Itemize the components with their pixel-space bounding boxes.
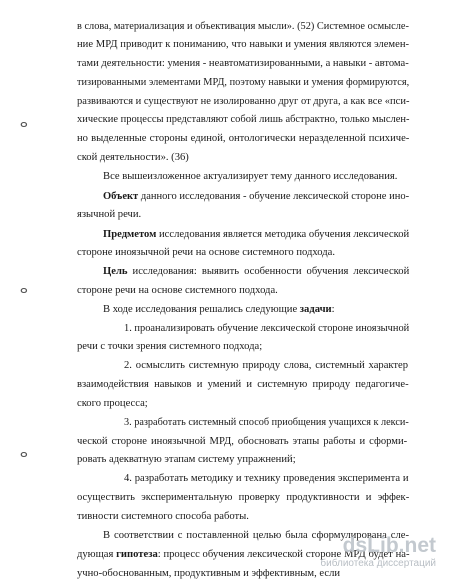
text-line: [77, 151, 189, 164]
text-line: [77, 76, 409, 89]
line-text: ние МРД приводит к пониманию, что навыки и умения являются элемен-: [77, 39, 410, 50]
line-text: но выделенные стороны единой, онтологически неразделенной психиче-: [77, 133, 410, 144]
text-line: [124, 472, 409, 485]
line-text: данного исследования - обучение лексической стороне ино-: [138, 191, 410, 202]
margin-mark: ⴰ: [20, 282, 28, 296]
line-text: осуществить экспериментальную проверку продуктивности и эффек-: [77, 492, 410, 503]
line-text: : процесс обучения лексической стороне МРД будет на-: [157, 549, 410, 560]
text-line: [77, 57, 409, 70]
line-text: учно-обоснованным, продуктивным и эффективным, если: [77, 568, 341, 579]
margin-mark: ⴰ: [20, 116, 28, 130]
text-line: [77, 95, 409, 108]
text-line: [77, 38, 409, 51]
line-text: 1. проанализировать обучение лексической стороне иноязычной: [124, 323, 410, 334]
line-text: в слова, материализация и объективация мысли». (52) Системное осмысле-: [77, 21, 409, 32]
bold-term: задачи: [299, 304, 332, 315]
line-text: тизированными элементами МРД, поэтому навыки и умения формируются,: [77, 77, 410, 88]
watermark-logo: dsLib.net: [342, 534, 436, 557]
line-text: ского процесса;: [77, 398, 148, 409]
line-text: речи с точки зрения системного подхода;: [77, 341, 263, 352]
line-text: стороне речи на основе системного подхода.: [77, 285, 278, 296]
margin-mark: ⴰ: [20, 446, 28, 460]
text-line: [77, 132, 409, 145]
line-text: 3. разработать системный способ приобщения учащихся к лекси-: [124, 417, 409, 428]
text-line: [77, 510, 249, 523]
text-line: [77, 20, 409, 33]
text-line: [77, 246, 335, 259]
line-text: стороне иноязычной речи на основе системного подхода.: [77, 247, 336, 258]
text-line: [77, 435, 407, 448]
line-text: исследования является методика обучения лексической: [156, 229, 410, 240]
line-text: развиваются и существуют не изолированно друг от друга, а как все «пси-: [77, 96, 410, 107]
text-line: [124, 416, 409, 429]
line-text: В соответствии с поставленной целью была сформулирована сле-: [103, 530, 409, 541]
line-text: хические процессы представляют собой лишь абстрактно, только мыслен-: [77, 114, 410, 125]
line-text: :: [331, 304, 335, 315]
line-text: дующая: [77, 549, 117, 560]
text-line: [77, 453, 296, 466]
line-text: В ходе исследования решались следующие: [103, 304, 300, 315]
line-text: Все вышеизложенное актуализирует тему данного исследования.: [103, 171, 398, 182]
line-text: тами деятельности: умения - неавтоматизированными, а навыки - автома-: [77, 58, 409, 69]
line-text: 2. осмыслить системную природу слова, системный характер: [124, 360, 409, 371]
text-line: [77, 113, 409, 126]
line-text: исследования: выявить особенности обучения лексической: [127, 266, 410, 277]
line-text: язычной речи.: [77, 209, 142, 220]
text-line: [103, 228, 409, 241]
line-text: ровать адекватную этапам систему упражнений;: [77, 454, 296, 465]
line-text: ческой стороне иноязычной МРД, обосновать этапы работы и сформи-: [77, 436, 408, 447]
text-line: [77, 397, 148, 410]
text-line: [103, 265, 409, 278]
line-text: взаимодействия навыков и умений и системную природу педагогиче-: [77, 379, 409, 390]
line-text: 4. разработать методику и технику проведения эксперимента и: [124, 473, 409, 484]
bold-term: Цель: [103, 266, 128, 277]
text-line: [103, 303, 335, 316]
watermark-subtitle: библиотека диссертаций: [320, 558, 436, 569]
text-line: [77, 208, 141, 221]
text-line: [124, 322, 409, 335]
text-line: [77, 491, 409, 504]
text-line: [103, 170, 397, 183]
bold-term: Предметом: [103, 229, 157, 240]
bold-term: гипотеза: [116, 549, 158, 560]
text-line: [103, 190, 409, 203]
text-line: [77, 340, 262, 353]
text-line: [77, 378, 409, 391]
line-text: ской деятельности». (36): [77, 152, 189, 163]
line-text: тивности системного способа работы.: [77, 511, 249, 522]
text-line: [77, 284, 278, 297]
text-line: [124, 359, 408, 372]
bold-term: Объект: [103, 191, 139, 202]
watermark: [298, 534, 438, 574]
